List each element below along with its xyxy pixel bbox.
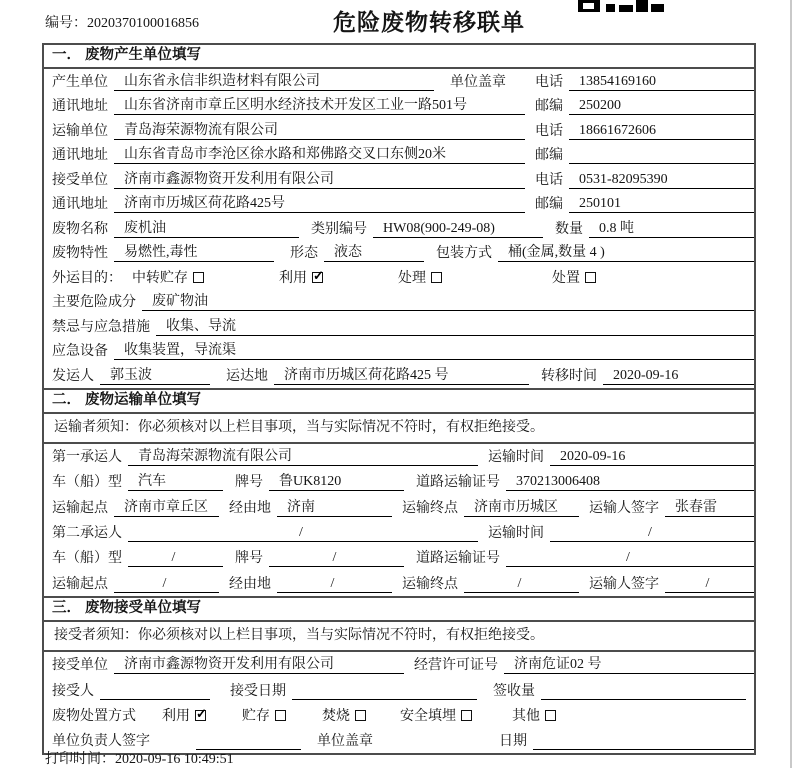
producer-phone-value: 13854169160 xyxy=(569,74,754,91)
address-label: 通讯地址 xyxy=(52,99,108,114)
end-label: 运输终点 xyxy=(402,500,458,516)
purpose-option-treat xyxy=(398,267,442,287)
zip-label: 邮编 xyxy=(535,99,563,114)
vehicle-type2-value: / xyxy=(128,550,223,567)
row-receiver-address xyxy=(44,192,754,217)
receive-unit-label: 接受单位 xyxy=(52,658,108,674)
receiver-phone-value: 0531-82095390 xyxy=(569,172,754,189)
disposal-label: 废物处置方式 xyxy=(52,709,136,725)
via2-value: / xyxy=(277,576,392,593)
transporter-notice: 运输者须知：你必须核对以上栏目事项，当与实际情况不符时，有权拒绝接受。 xyxy=(44,414,754,444)
checkbox-unchecked-icon xyxy=(461,710,472,721)
producer-address-value: 山东省济南市章丘区明水经济技术开发区工业一路501号 xyxy=(114,94,525,115)
signed-amount-value xyxy=(541,699,746,700)
serial-number xyxy=(45,12,199,32)
option-label: 处理 xyxy=(398,270,426,286)
print-time-value: 2020-09-16 10:49:51 xyxy=(115,752,234,767)
row-waste-name xyxy=(44,216,754,241)
road-license-label: 道路运输证号 xyxy=(416,551,500,567)
print-time-label: 打印时间： xyxy=(45,752,115,767)
producer-label: 产生单位 xyxy=(52,74,108,90)
option-label: 焚烧 xyxy=(322,709,350,725)
page-title: 危险废物转移联单 xyxy=(333,10,525,35)
category-label: 类别编号 xyxy=(311,221,367,237)
row-taboo-measures xyxy=(44,314,754,339)
recipient-value xyxy=(100,699,210,700)
form-value: 液态 xyxy=(324,241,424,262)
zip-label: 邮编 xyxy=(535,197,563,212)
row-receiver xyxy=(44,167,754,192)
carrier1-label: 第一承运人 xyxy=(52,449,122,465)
vehicle-type1-value: 汽车 xyxy=(128,470,223,491)
via-label: 经由地 xyxy=(229,500,271,516)
carrier-sign-label: 运输人签字 xyxy=(589,576,659,592)
carrier-sign1-value: 张春雷 xyxy=(665,496,754,517)
manager-sign-label: 单位负责人签字 xyxy=(52,734,150,750)
row-carrier2 xyxy=(44,520,754,545)
sender-label: 发运人 xyxy=(52,368,94,384)
row-hazard-component xyxy=(44,290,754,315)
row-transporter-address xyxy=(44,143,754,168)
row-sender xyxy=(44,363,754,388)
destination-value: 济南市历城区荷花路425 号 xyxy=(274,364,529,385)
end2-value: / xyxy=(464,576,579,593)
carrier2-label: 第二承运人 xyxy=(52,526,122,542)
row-receive-unit xyxy=(44,652,754,677)
disposal-option-utilize xyxy=(162,705,206,725)
serial-value: 2020370100016856 xyxy=(87,16,199,31)
option-label: 安全填埋 xyxy=(400,709,456,725)
character-label: 废物特性 xyxy=(52,246,108,261)
row-vehicle1 xyxy=(44,469,754,494)
receiver-notice: 接受者须知：你必须核对以上栏目事项，当与实际情况不符时，有权拒绝接受。 xyxy=(44,622,754,652)
packing-label: 包装方式 xyxy=(436,246,492,261)
origin1-value: 济南市章丘区 xyxy=(114,496,219,517)
transport-time-label: 运输时间 xyxy=(488,526,544,542)
carrier-sign2-value: / xyxy=(665,576,754,593)
transport-time1-value: 2020-09-16 xyxy=(550,449,754,466)
row-producer xyxy=(44,69,754,94)
plate-label: 牌号 xyxy=(235,551,263,567)
receive-date-value xyxy=(292,699,477,700)
option-label: 利用 xyxy=(162,709,190,725)
plate2-value: / xyxy=(269,550,404,567)
signed-amount-label: 签收量 xyxy=(493,683,535,699)
option-label: 贮存 xyxy=(242,709,270,725)
transfer-time-value: 2020-09-16 xyxy=(603,368,754,385)
transport-time-label: 运输时间 xyxy=(488,449,544,465)
road-license-label: 道路运输证号 xyxy=(416,475,500,491)
date-label: 日期 xyxy=(499,734,527,750)
option-label: 中转贮存 xyxy=(132,270,188,286)
end-label: 运输终点 xyxy=(402,576,458,592)
road-license1-value: 370213006408 xyxy=(506,474,754,491)
disposal-option-storage xyxy=(242,705,286,725)
transporter-address-value: 山东省青岛市李沧区徐水路和郑佛路交叉口东侧20米 xyxy=(114,143,525,164)
transfer-time-label: 转移时间 xyxy=(541,368,597,384)
row-recipient xyxy=(44,677,754,702)
carrier-sign-label: 运输人签字 xyxy=(589,500,659,516)
option-label: 利用 xyxy=(279,270,307,286)
receive-unit-value: 济南市鑫源物资开发利用有限公司 xyxy=(114,653,404,674)
phone-label: 电话 xyxy=(535,74,563,90)
via-label: 经由地 xyxy=(229,576,271,592)
origin-label: 运输起点 xyxy=(52,500,108,516)
receiver-label: 接受单位 xyxy=(52,172,108,188)
hazard-value: 废矿物油 xyxy=(142,290,754,311)
transporter-label: 运输单位 xyxy=(52,123,108,139)
transporter-phone-value: 18661672606 xyxy=(569,123,754,140)
address-label: 通讯地址 xyxy=(52,197,108,212)
phone-label: 电话 xyxy=(535,172,563,188)
zip-label: 邮编 xyxy=(535,148,563,163)
purpose-label: 外运目的： xyxy=(52,270,122,286)
unit-seal-label: 单位盖章 xyxy=(450,74,506,90)
receiver-value: 济南市鑫源物资开发利用有限公司 xyxy=(114,168,525,189)
manifest-form xyxy=(42,43,756,755)
packing-value: 桶(金属,数量 4 ) xyxy=(498,241,754,262)
receive-date-label: 接受日期 xyxy=(230,683,286,699)
row-purpose xyxy=(44,265,754,290)
character-value: 易燃性,毒性 xyxy=(114,241,274,262)
checkbox-checked-icon xyxy=(312,272,323,283)
carrier2-value: / xyxy=(128,525,478,542)
transporter-zip-value xyxy=(569,163,754,164)
row-emergency-equipment xyxy=(44,339,754,364)
checkbox-unchecked-icon xyxy=(585,272,596,283)
hazard-label: 主要危险成分 xyxy=(52,295,136,310)
purpose-option-transfer-storage xyxy=(132,267,204,287)
row-waste-character xyxy=(44,241,754,266)
transporter-value: 青岛海荣源物流有限公司 xyxy=(114,119,525,140)
row-vehicle2 xyxy=(44,545,754,570)
row-transporter xyxy=(44,118,754,143)
equipment-label: 应急设备 xyxy=(52,344,108,359)
operate-license-label: 经营许可证号 xyxy=(414,658,498,674)
operate-license-value: 济南危证02 号 xyxy=(504,653,754,674)
quantity-label: 数量 xyxy=(555,221,583,237)
plate-label: 牌号 xyxy=(235,475,263,491)
plate1-value: 鲁UK8120 xyxy=(269,470,404,491)
checkbox-unchecked-icon xyxy=(193,272,204,283)
row-carrier1 xyxy=(44,444,754,469)
category-value: HW08(900-249-08) xyxy=(373,221,543,238)
row-disposal-method xyxy=(44,703,754,728)
producer-zip-value: 250200 xyxy=(569,98,754,115)
page-right-edge xyxy=(790,0,792,768)
equipment-value: 收集装置，导流渠 xyxy=(114,339,754,360)
section3-header: 三． 废物接受单位填写 xyxy=(44,598,754,622)
checkbox-unchecked-icon xyxy=(355,710,366,721)
waste-name-value: 废机油 xyxy=(114,217,299,238)
origin-label: 运输起点 xyxy=(52,576,108,592)
disposal-option-incinerate xyxy=(322,705,366,725)
taboo-label: 禁忌与应急措施 xyxy=(52,319,150,335)
carrier1-value: 青岛海荣源物流有限公司 xyxy=(128,445,478,466)
transport-time2-value: / xyxy=(550,525,754,542)
destination-label: 运达地 xyxy=(226,368,268,384)
option-label: 处置 xyxy=(552,270,580,286)
end1-value: 济南市历城区 xyxy=(464,496,579,517)
checkbox-unchecked-icon xyxy=(545,710,556,721)
vehicle-type-label: 车（船）型 xyxy=(52,475,122,491)
section-producer xyxy=(44,45,754,388)
section2-header: 二． 废物运输单位填写 xyxy=(44,390,754,414)
address-label: 通讯地址 xyxy=(52,148,108,163)
section-transport xyxy=(44,388,754,596)
road-license2-value: / xyxy=(506,550,754,567)
phone-label: 电话 xyxy=(535,123,563,139)
serial-label: 编号： xyxy=(45,16,87,31)
receiver-address-value: 济南市历城区荷花路425号 xyxy=(114,192,525,213)
vehicle-type-label: 车（船）型 xyxy=(52,551,122,567)
section-receive xyxy=(44,596,754,754)
qr-code-fragment-icon xyxy=(578,0,664,12)
sender-value: 郭玉波 xyxy=(100,364,210,385)
row-route1 xyxy=(44,494,754,519)
receiver-zip-value: 250101 xyxy=(569,196,754,213)
row-route2 xyxy=(44,570,754,595)
checkbox-unchecked-icon xyxy=(431,272,442,283)
via1-value: 济南 xyxy=(277,496,392,517)
checkbox-unchecked-icon xyxy=(275,710,286,721)
quantity-value: 0.8 吨 xyxy=(589,217,754,238)
purpose-option-utilize xyxy=(279,267,323,287)
purpose-option-dispose xyxy=(552,267,596,287)
origin2-value: / xyxy=(114,576,219,593)
disposal-option-landfill xyxy=(400,705,472,725)
option-label: 其他 xyxy=(512,709,540,725)
recipient-label: 接受人 xyxy=(52,683,94,699)
form-label: 形态 xyxy=(290,246,318,261)
section1-header: 一． 废物产生单位填写 xyxy=(44,45,754,69)
print-time xyxy=(45,748,234,768)
waste-name-label: 废物名称 xyxy=(52,221,108,237)
row-producer-address xyxy=(44,94,754,119)
producer-value: 山东省永信非织造材料有限公司 xyxy=(114,70,434,91)
checkbox-checked-icon xyxy=(195,710,206,721)
taboo-value: 收集、导流 xyxy=(156,315,754,336)
disposal-option-other xyxy=(512,705,556,725)
date-value xyxy=(533,749,754,750)
unit-seal-label: 单位盖章 xyxy=(317,734,373,750)
